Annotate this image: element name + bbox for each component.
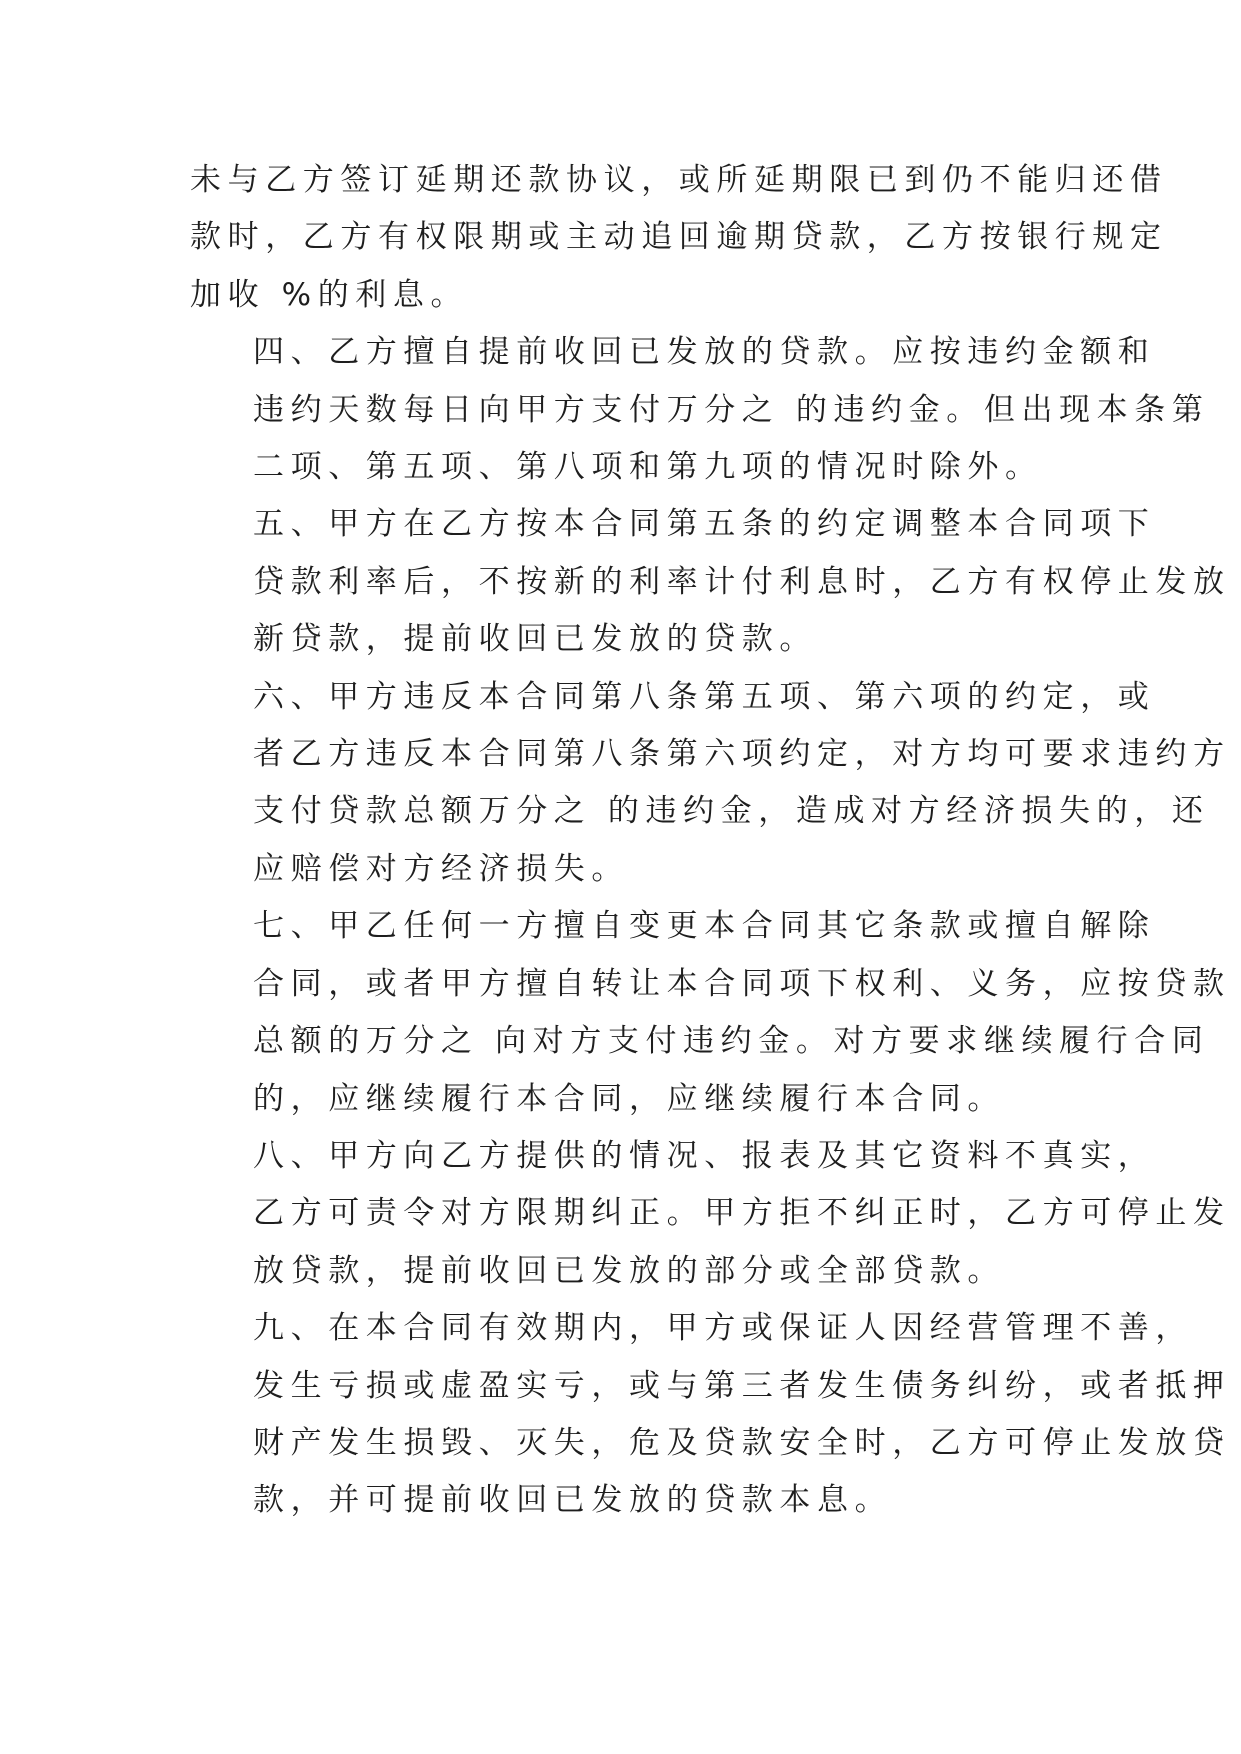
text-line: 加收 %的利息。 [190, 276, 469, 313]
text-line: 发生亏损或虚盈实亏，或与第三者发生债务纠纷，或者抵押 [253, 1367, 1231, 1404]
text-line: 财产发生损毁、灭失，危及贷款安全时，乙方可停止发放贷 [253, 1424, 1231, 1461]
text-line: 九、在本合同有效期内，甲方或保证人因经营管理不善， [253, 1310, 1193, 1347]
text-line: 应赔偿对方经济损失。 [253, 850, 629, 887]
paragraph-clause-5 [190, 496, 1231, 668]
text-line: 八、甲方向乙方提供的情况、报表及其它资料不真实， [253, 1137, 1156, 1174]
text-line: 支付贷款总额万分之 的违约金，造成对方经济损失的，还 [253, 793, 1210, 830]
text-line: 者乙方违反本合同第八条第六项约定，对方均可要求违约方 [253, 736, 1231, 773]
paragraph-continuation [190, 152, 1168, 324]
paragraph-clause-9 [190, 1300, 1231, 1530]
paragraph-clause-7 [190, 898, 1231, 1128]
text-line: 六、甲方违反本合同第八条第五项、第六项的约定，或 [253, 678, 1156, 715]
text-line: 未与乙方签订延期还款协议，或所延期限已到仍不能归还借 [190, 162, 1168, 198]
text-line: 放贷款，提前收回已发放的部分或全部贷款。 [253, 1252, 1005, 1289]
text-line: 二项、第五项、第八项和第九项的情况时除外。 [253, 449, 1043, 486]
text-line: 贷款利率后，不按新的利率计付利息时，乙方有权停止发放 [253, 563, 1231, 600]
text-line: 款，并可提前收回已发放的贷款本息。 [253, 1482, 893, 1519]
text-line: 七、甲乙任何一方擅自变更本合同其它条款或擅自解除 [253, 908, 1156, 945]
text-line: 合同，或者甲方擅自转让本合同项下权利、义务，应按贷款 [253, 965, 1231, 1002]
paragraph-clause-8 [190, 1128, 1231, 1300]
paragraph-clause-4 [190, 324, 1210, 496]
text-line: 款时，乙方有权限期或主动追回逾期贷款，乙方按银行规定 [190, 219, 1168, 256]
text-line: 四、乙方擅自提前收回已发放的贷款。应按违约金额和 [253, 334, 1156, 371]
text-line: 新贷款，提前收回已发放的贷款。 [253, 621, 817, 658]
text-line: 总额的万分之 向对方支付违约金。对方要求继续履行合同 [253, 1023, 1210, 1060]
text-line: 五、甲方在乙方按本合同第五条的约定调整本合同项下 [253, 506, 1156, 543]
text-line: 的，应继续履行本合同，应继续履行本合同。 [253, 1080, 1005, 1117]
text-line: 违约天数每日向甲方支付万分之 的违约金。但出现本条第 [253, 391, 1210, 428]
document-page [190, 152, 1231, 1530]
text-line: 乙方可责令对方限期纠正。甲方拒不纠正时，乙方可停止发 [253, 1195, 1231, 1232]
paragraph-clause-6 [190, 669, 1231, 899]
